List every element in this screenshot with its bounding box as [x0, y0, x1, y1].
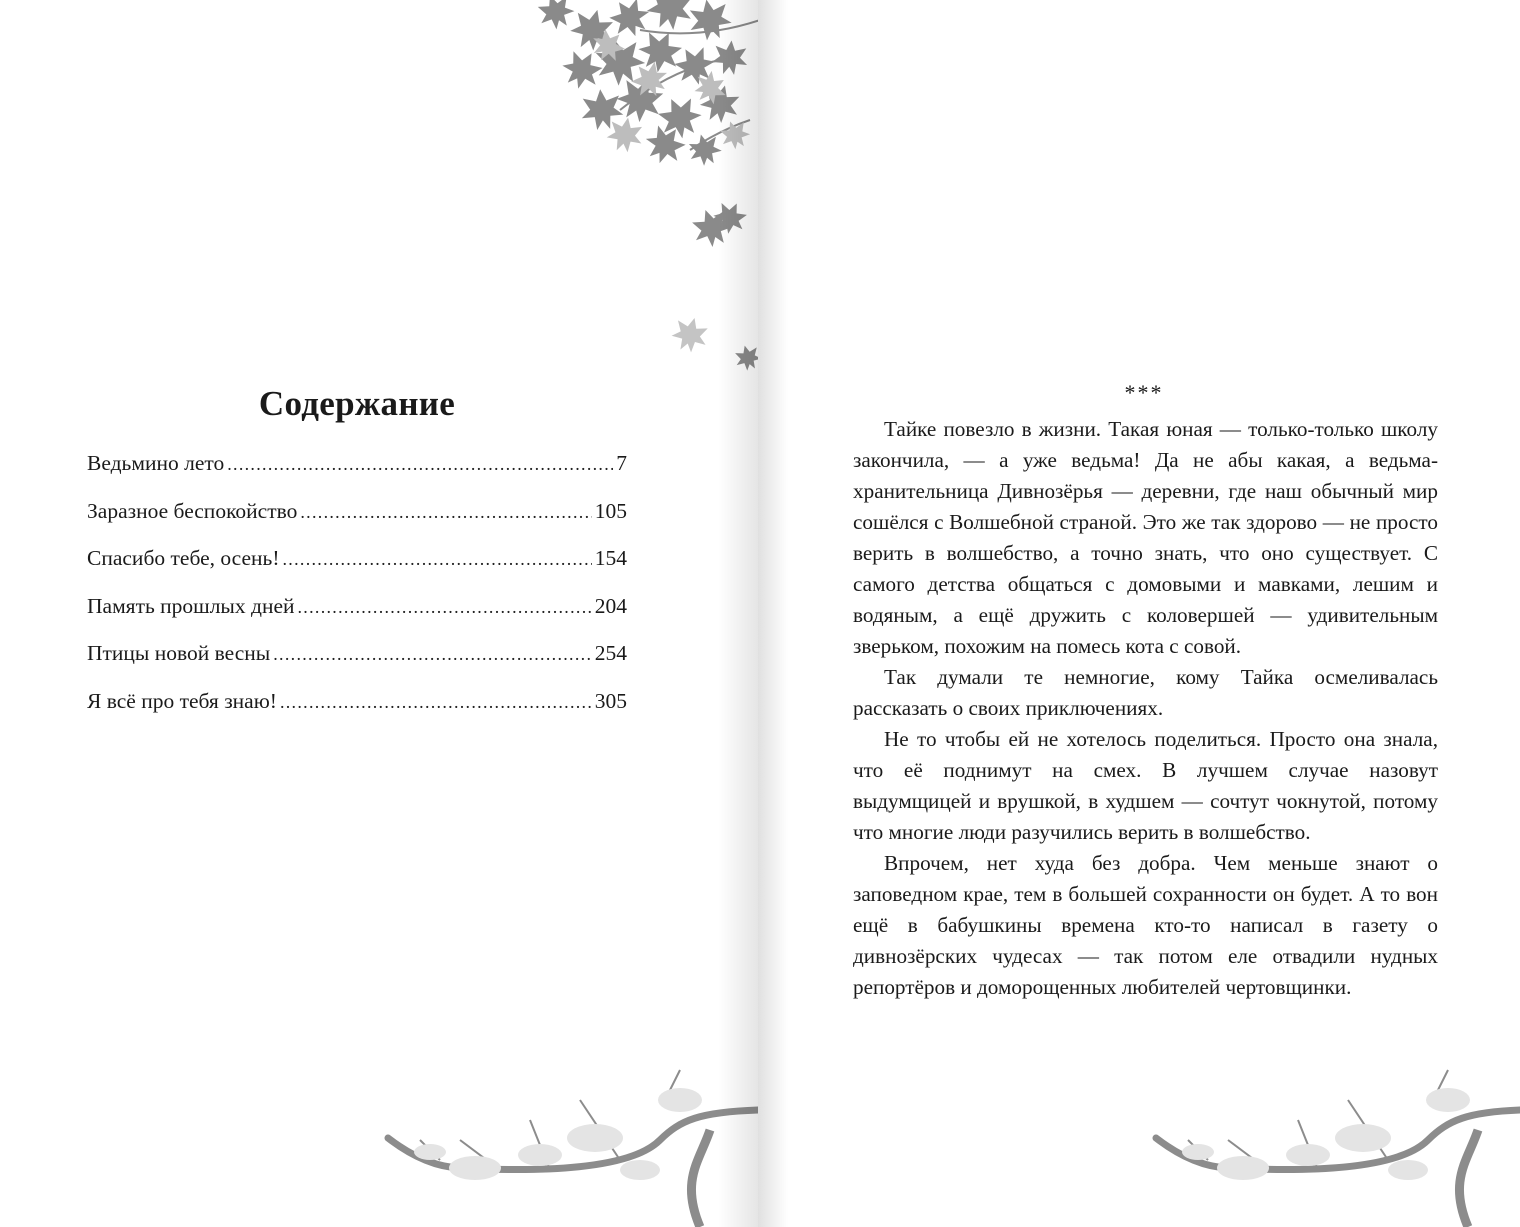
toc-leader-dots [227, 454, 613, 475]
toc-entry [87, 451, 627, 499]
toc-entry-page: 105 [594, 498, 627, 523]
toc-entry [87, 689, 627, 737]
toc-leader-dots [273, 644, 592, 665]
right-page [758, 0, 1520, 1227]
toc-entry-label: Птицы новой весны [87, 641, 271, 665]
paragraph: Так думали те немногие, кому Тайка осмеливалась рассказать о своих приключениях. [853, 665, 1438, 720]
toc-entry-label: Ведьмино лето [87, 451, 225, 475]
toc-entry [87, 641, 627, 689]
body-text [853, 414, 1438, 1003]
toc-entry-label: Спасибо тебе, осень! [87, 546, 280, 570]
toc-list [87, 451, 627, 736]
toc-entry-page: 204 [594, 593, 627, 618]
toc-entry-label: Заразное беспокойство [87, 498, 298, 523]
toc-entry [87, 594, 627, 642]
gutter-shadow [758, 0, 788, 1227]
toc-entry-page: 254 [594, 641, 627, 665]
blossom-branch-illustration [1148, 1060, 1520, 1227]
paragraph: Тайке повезло в жизни. Такая юная — только-только школу закончила, — а уже ведьма! Да не абы какая, а ведьма-хранительница Дивнозёрья — деревни, где наш обычный мир сошёлся с Волшебной страной. Это же так здорово — не просто верить в волшебство, а точно знать, что оно существует. С самого детства общаться с домовыми и мавками, лешим и водяным, а ещё дружить с коловершей — удивительным зверьком, похожим на помесь кота с совой. [853, 417, 1438, 658]
toc-leader-dots [283, 549, 592, 570]
toc-entry-page: 154 [594, 546, 627, 570]
paragraph: Не то чтобы ей не хотелось поделиться. Просто она знала, что её поднимут на смех. В лучшем случае назовут выдумщицей и врушкой, в худшем — сочтут чокнутой, потому что многие люди разучились верить в волшебство. [853, 727, 1438, 844]
gutter-shadow [718, 0, 758, 1227]
toc-leader-dots [298, 597, 592, 618]
toc-entry-page: 7 [616, 451, 627, 475]
toc-leader-dots [280, 692, 592, 713]
toc-entry-label: Память прошлых дней [87, 593, 295, 618]
toc-entry [87, 499, 627, 547]
toc-entry-page: 305 [594, 688, 627, 713]
left-page [0, 0, 758, 1227]
blossom-branch-illustration [380, 1060, 758, 1227]
toc-title: Содержание [258, 384, 456, 423]
toc-leader-dots [300, 502, 591, 523]
toc-entry [87, 546, 627, 594]
toc-entry-label: Я всё про тебя знаю! [87, 688, 277, 713]
paragraph: Впрочем, нет худа без добра. Чем меньше знают о заповедном крае, тем в большей сохранности он будет. А то вон ещё в бабушкины времена кто-то написал в газету о дивнозёрских чудесах — так потом еле отвадили нудных репортёров и доморощенных любителей чертовщинки. [853, 851, 1438, 999]
section-divider: *** [1124, 380, 1164, 405]
